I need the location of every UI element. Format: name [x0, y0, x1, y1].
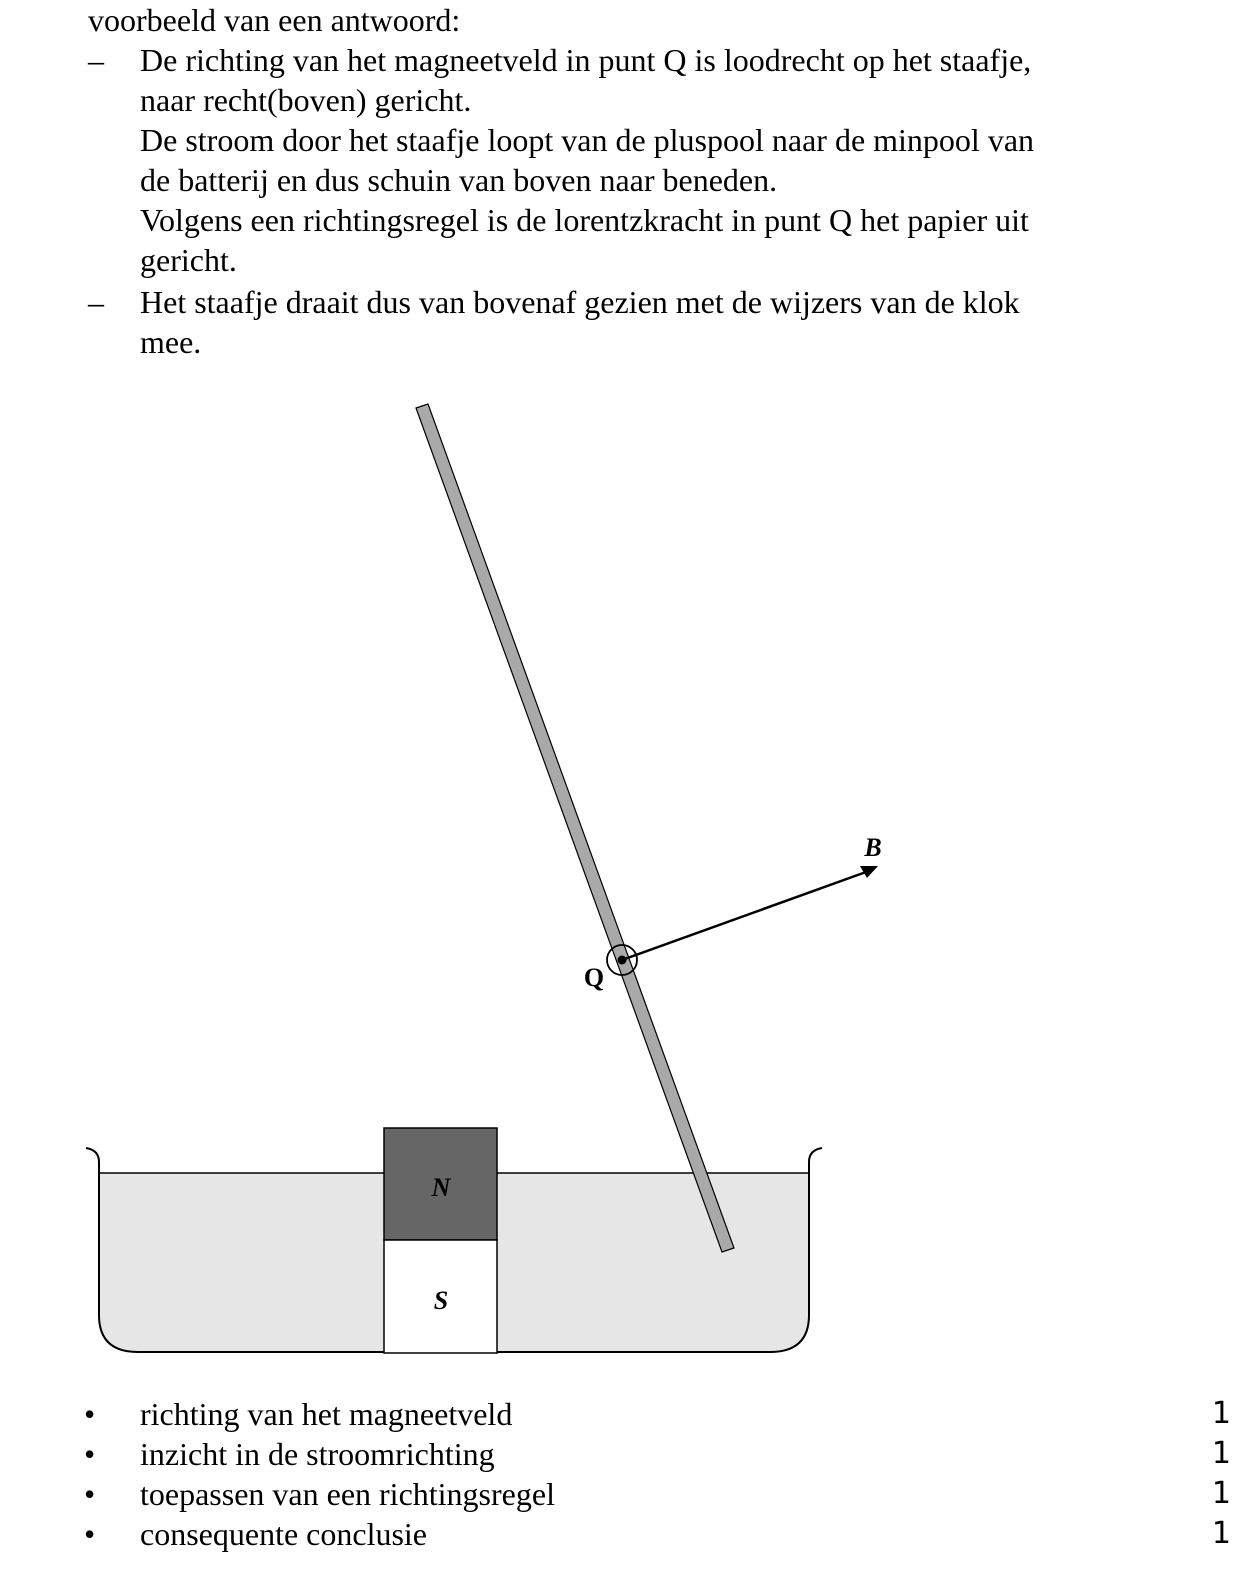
criterion-text: toepassen van een richtingsregel [140, 1476, 555, 1512]
criterion-score: 1 [1211, 1516, 1231, 1551]
criterion-text: inzicht in de stroomrichting [140, 1436, 495, 1472]
answer-line: De stroom door het staafje loopt van de pluspool naar de minpool van [140, 122, 1035, 158]
field-arrow-line [622, 872, 866, 960]
answer-line: De richting van het magneetveld in punt Q is loodrecht op het staafje, [140, 42, 1032, 78]
answer-line: Het staafje draait dus van bovenaf gezien met de wijzers van de klok [140, 284, 1020, 320]
magnet-rod-figure [0, 380, 1243, 1380]
label-q: Q [583, 963, 605, 992]
criterion-row [0, 1474, 1243, 1514]
criterion-score: 1 [1211, 1436, 1231, 1471]
intro-text: voorbeeld van een antwoord: [88, 2, 461, 38]
point-q-dot [618, 956, 627, 965]
answer-line: mee. [140, 324, 202, 360]
answer-line: Volgens een richtingsregel is de lorentzkracht in punt Q het papier uit [140, 202, 1029, 238]
answer-item-2 [88, 282, 1148, 362]
answer-item-1 [88, 40, 1148, 280]
answer-line: naar recht(boven) gericht. [140, 82, 472, 118]
rod [416, 404, 734, 1252]
bullet: • [84, 1476, 96, 1512]
label-b: B [864, 833, 882, 862]
dash-marker: – [88, 284, 104, 320]
dash-marker: – [88, 42, 104, 78]
criterion-row [0, 1434, 1243, 1474]
answer-line: de batterij en dus schuin van boven naar beneden. [140, 162, 778, 198]
label-s: S [433, 1286, 449, 1315]
label-n: N [431, 1173, 451, 1202]
criterion-score: 1 [1211, 1476, 1231, 1511]
answer-item-1-text [140, 40, 1148, 280]
bullet: • [84, 1396, 96, 1432]
bullet: • [84, 1436, 96, 1472]
scoring-criteria [0, 1394, 1243, 1554]
figure-svg [0, 380, 1243, 1380]
bullet: • [84, 1516, 96, 1552]
criterion-row [0, 1394, 1243, 1434]
criterion-score: 1 [1211, 1396, 1231, 1431]
answer-item-2-text [140, 282, 1148, 362]
answer-line: gericht. [140, 242, 237, 278]
criterion-text: richting van het magneetveld [140, 1396, 513, 1432]
criterion-row [0, 1514, 1243, 1554]
criterion-text: consequente conclusie [140, 1516, 427, 1552]
